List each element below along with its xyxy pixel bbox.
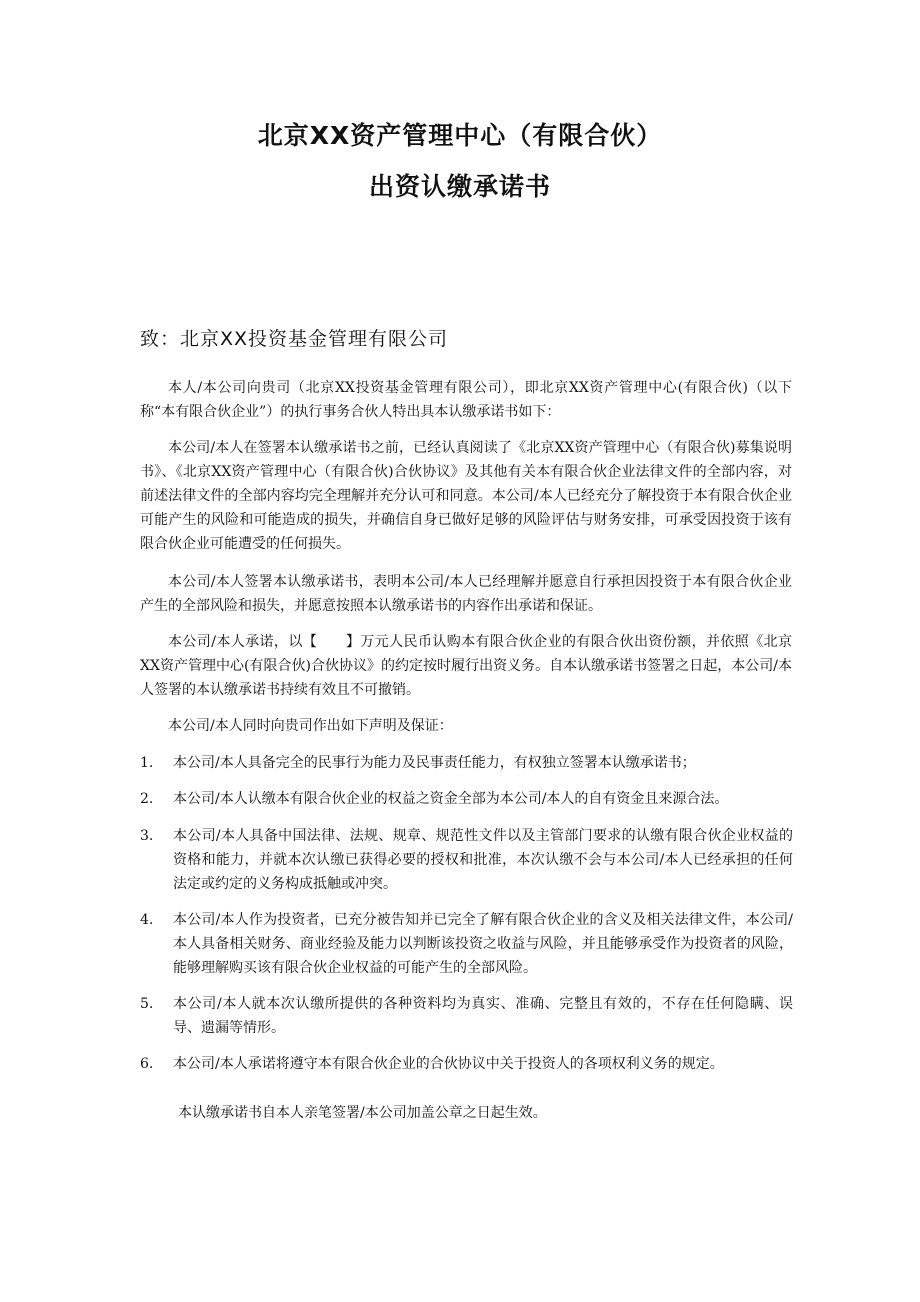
list-item-text: 本公司/本人承诺将遵守本有限合伙企业的合伙协议中关于投资人的各项权利义务的规定。 (173, 1056, 724, 1072)
list-item-text: 本公司/本人具备完全的民事行为能力及民事责任能力，有权独立签署本认缴承诺书； (173, 755, 696, 771)
paragraph-commitment: 本公司/本人承诺，以【 】万元人民币认购本有限合伙企业的有限合伙出资份额，并依照《北京XX资产管理中心(有限合伙)合伙协议》的约定按时履行出资义务。自本认缴承诺书签署之日起，本公司/本人签署的本认缴承诺书持续有效且不可撤销。 (140, 634, 792, 698)
list-item (140, 992, 800, 1040)
document-title: 北京XX资产管理中心（有限合伙） (257, 121, 663, 150)
list-item-number: 5. (140, 996, 154, 1012)
list-item (140, 751, 800, 775)
list-item (140, 787, 800, 811)
list-item-number: 6. (140, 1056, 154, 1072)
list-item-number: 2. (140, 791, 154, 807)
list-item-text: 本公司/本人具备中国法律、法规、规章、规范性文件以及主管部门要求的认缴有限合伙企业权益的资格和能力，并就本次认缴已获得必要的授权和批准，本次认缴不会与本公司/本人已经承担的任何法定或约定的义务构成抵触或冲突。 (173, 828, 793, 892)
paragraph-declaration: 本公司/本人同时向贵司作出如下声明及保证： (168, 718, 453, 734)
list-item-text: 本公司/本人认缴本有限合伙企业的权益之资金全部为本公司/本人的自有资金且来源合法。 (173, 791, 729, 807)
list-item-text: 本公司/本人作为投资者，已充分被告知并已完全了解有限合伙企业的含义及相关法律文件，本公司/本人具备相关财务、商业经验及能力以判断该投资之收益与风险，并且能够承受作为投资者的风险，能够理解购买该有限合伙企业权益的可能产生的全部风险。 (173, 912, 793, 976)
paragraph-intro: 本人/本公司向贵司（北京XX投资基金管理有限公司），即北京XX资产管理中心(有限合伙)（以下称“本有限合伙企业”）的执行事务合伙人特出具本认缴承诺书如下： (140, 380, 792, 420)
paragraph-risk-acceptance: 本公司/本人签署本认缴承诺书，表明本公司/本人已经理解并愿意自行承担因投资于本有限合伙企业产生的全部风险和损失，并愿意按照本认缴承诺书的内容作出承诺和保证。 (140, 574, 792, 614)
closing-statement: 本认缴承诺书自本人亲笔签署/本公司加盖公章之日起生效。 (178, 1105, 547, 1121)
recipient-line: 致：北京XX投资基金管理有限公司 (140, 328, 449, 350)
list-item (140, 908, 800, 980)
list-item-number: 1. (140, 755, 154, 771)
list-item (140, 824, 800, 896)
list-item-text: 本公司/本人就本次认缴所提供的各种资料均为真实、准确、完整且有效的，不存在任何隐瞒、误导、遗漏等情形。 (173, 996, 793, 1036)
list-item (140, 1052, 800, 1076)
list-item-number: 4. (140, 912, 154, 928)
document-subtitle: 出资认缴承诺书 (368, 172, 551, 201)
list-item-number: 3. (140, 828, 154, 844)
paragraph-acknowledgement: 本公司/本人在签署本认缴承诺书之前，已经认真阅读了《北京XX资产管理中心（有限合伙)募集说明书》、《北京XX资产管理中心（有限合伙)合伙协议》及其他有关本有限合伙企业法律文件的全部内容，对前述法律文件的全部内容均完全理解并充分认可和同意。本公司/本人已经充分了解投资于本有限合伙企业可能产生的风险和可能造成的损失，并确信自身已做好足够的风险评估与财务安排，可承受因投资于该有限合伙企业可能遭受的任何损失。 (140, 440, 792, 552)
